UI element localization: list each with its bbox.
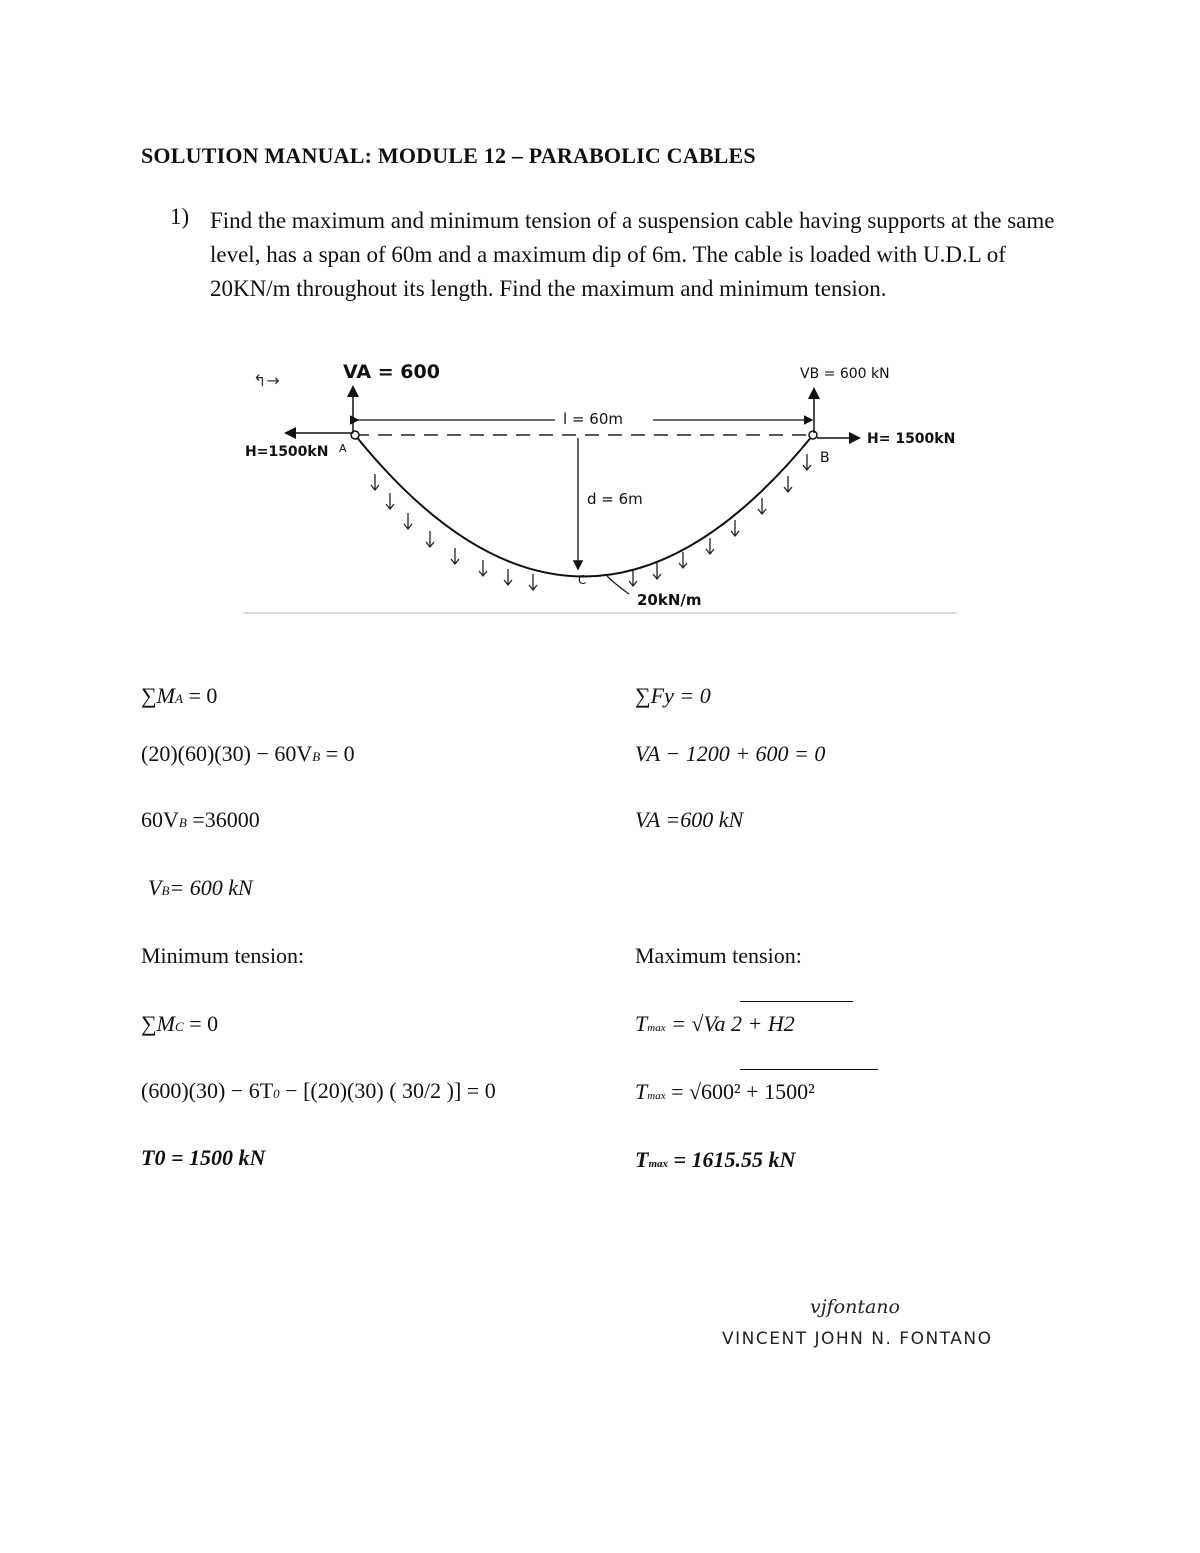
max-tension-heading: Maximum tension: — [635, 943, 802, 968]
eq-sum-mc: ∑MC = 0 — [141, 1011, 219, 1036]
radical-bar — [740, 1069, 878, 1070]
svg-text:↰→: ↰→ — [253, 371, 280, 390]
eq-sum-fy: ∑Fy = 0 — [635, 683, 711, 708]
eq-tmax-values: Tmax = √600² + 1500² — [635, 1079, 815, 1104]
eq-vb-result: VB= 600 kN — [148, 875, 253, 900]
dip-label: d = 6m — [587, 490, 643, 508]
eq-tmax-result: Tmax = 1615.55 kN — [635, 1147, 796, 1172]
problem-statement: Find the maximum and minimum tension of a suspension cable having supports at the same level, has a span of 60m and a maximum dip of 6m. The cable is loaded with U.D.L of 20KN/m throughout its length. Find the maximum and minimum tension. — [210, 208, 1055, 301]
point-a-label: A — [339, 442, 347, 455]
page-title: SOLUTION MANUAL: MODULE 12 – PARABOLIC CABLES — [141, 143, 756, 168]
eq-t0-result: T0 = 1500 kN — [141, 1145, 266, 1170]
point-b-label: B — [820, 450, 830, 466]
signature-name: VINCENT JOHN N. FONTANO — [722, 1329, 993, 1349]
cable-diagram — [235, 348, 965, 623]
problem-number: 1) — [170, 204, 190, 229]
eq-60vb: 60VB =36000 — [141, 807, 260, 832]
signature-script: vjfontano — [810, 1296, 900, 1318]
cable-curve — [355, 435, 813, 577]
vb-label: VB = 600 kN — [800, 366, 890, 382]
h-left-label: H=1500kN — [245, 444, 329, 460]
eq-va-result: VA =600 kN — [635, 807, 744, 832]
eq-tmax-formula: Tmax = √Va 2 + H2 — [635, 1011, 795, 1036]
span-label: l = 60m — [563, 410, 623, 428]
eq-moment-c: (600)(30) − 6T0 − [(20)(30) ( 30/2 )] = 0 — [141, 1078, 496, 1103]
radical-bar — [740, 1001, 853, 1002]
eq-vertical-balance: VA − 1200 + 600 = 0 — [635, 741, 826, 766]
va-label: VA = 600 — [343, 361, 440, 383]
eq-sum-ma: ∑MA = 0 — [141, 683, 218, 708]
min-tension-heading: Minimum tension: — [141, 943, 305, 968]
eq-moment-a: (20)(60)(30) − 60VB = 0 — [141, 741, 355, 766]
h-right-label: H= 1500kN — [867, 431, 956, 447]
load-label: 20kN/m — [637, 591, 702, 609]
point-c-label: C — [578, 573, 587, 587]
